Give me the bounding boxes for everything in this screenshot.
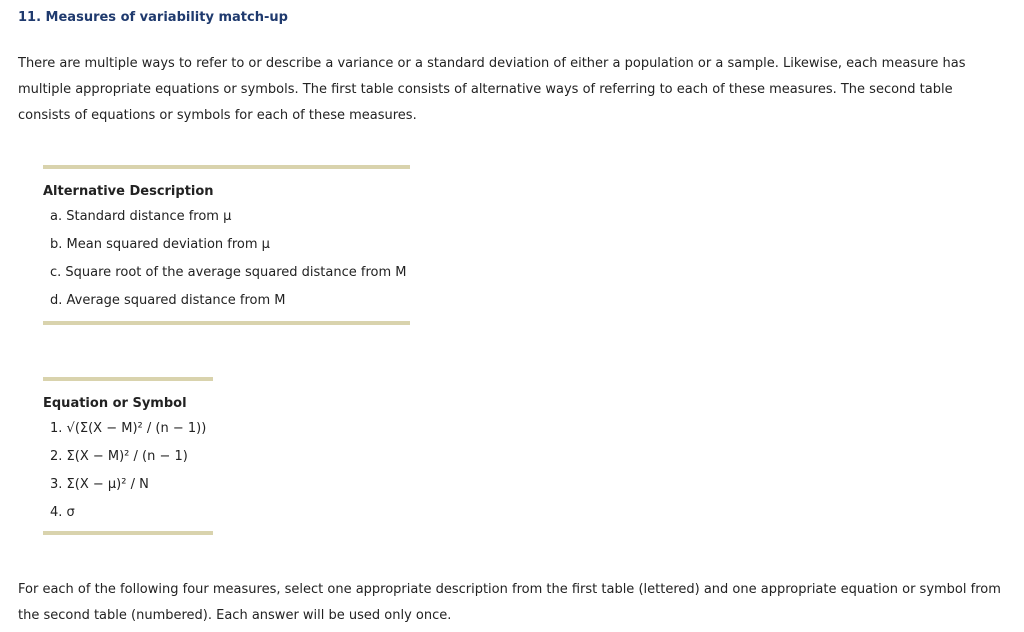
equation-item-2: 2. Σ(X − M)² / (n − 1) (50, 449, 188, 464)
description-item-b: b. Mean squared deviation from μ (50, 237, 270, 252)
intro-paragraph: There are multiple ways to refer to or describe a variance or a standard deviation of either a population or a sample. Likewise, each measure has multiple appropriate equations or symbols. The first table consists of alternative ways of referring to each of these measures. The second table consists of equations or symbols for each of these measures. (18, 56, 966, 123)
table-top-rule (43, 165, 410, 169)
description-item-a: a. Standard distance from μ (50, 209, 232, 224)
descriptions-table (43, 165, 410, 325)
equations-table (43, 377, 213, 535)
equation-item-3: 3. Σ(X − μ)² / N (50, 477, 149, 492)
description-item-d: d. Average squared distance from M (50, 293, 286, 308)
table-bottom-rule (43, 321, 410, 325)
instructions-paragraph: For each of the following four measures, select one appropriate description from the first table (lettered) and one appropriate equation or symbol from the second table (numbered). Each answer will be used only once. (18, 582, 1001, 623)
descriptions-list (43, 203, 410, 315)
table-top-rule (43, 377, 213, 381)
equation-item-4: 4. σ (50, 505, 75, 520)
equations-list (43, 415, 213, 527)
equations-table-header: Equation or Symbol (43, 396, 187, 411)
description-item-c: c. Square root of the average squared distance from M (50, 265, 407, 280)
question-title: 11. Measures of variability match-up (18, 10, 288, 25)
table-bottom-rule (43, 531, 213, 535)
equation-item-1: 1. √(Σ(X − M)² / (n − 1)) (50, 421, 207, 436)
descriptions-table-header: Alternative Description (43, 184, 214, 199)
